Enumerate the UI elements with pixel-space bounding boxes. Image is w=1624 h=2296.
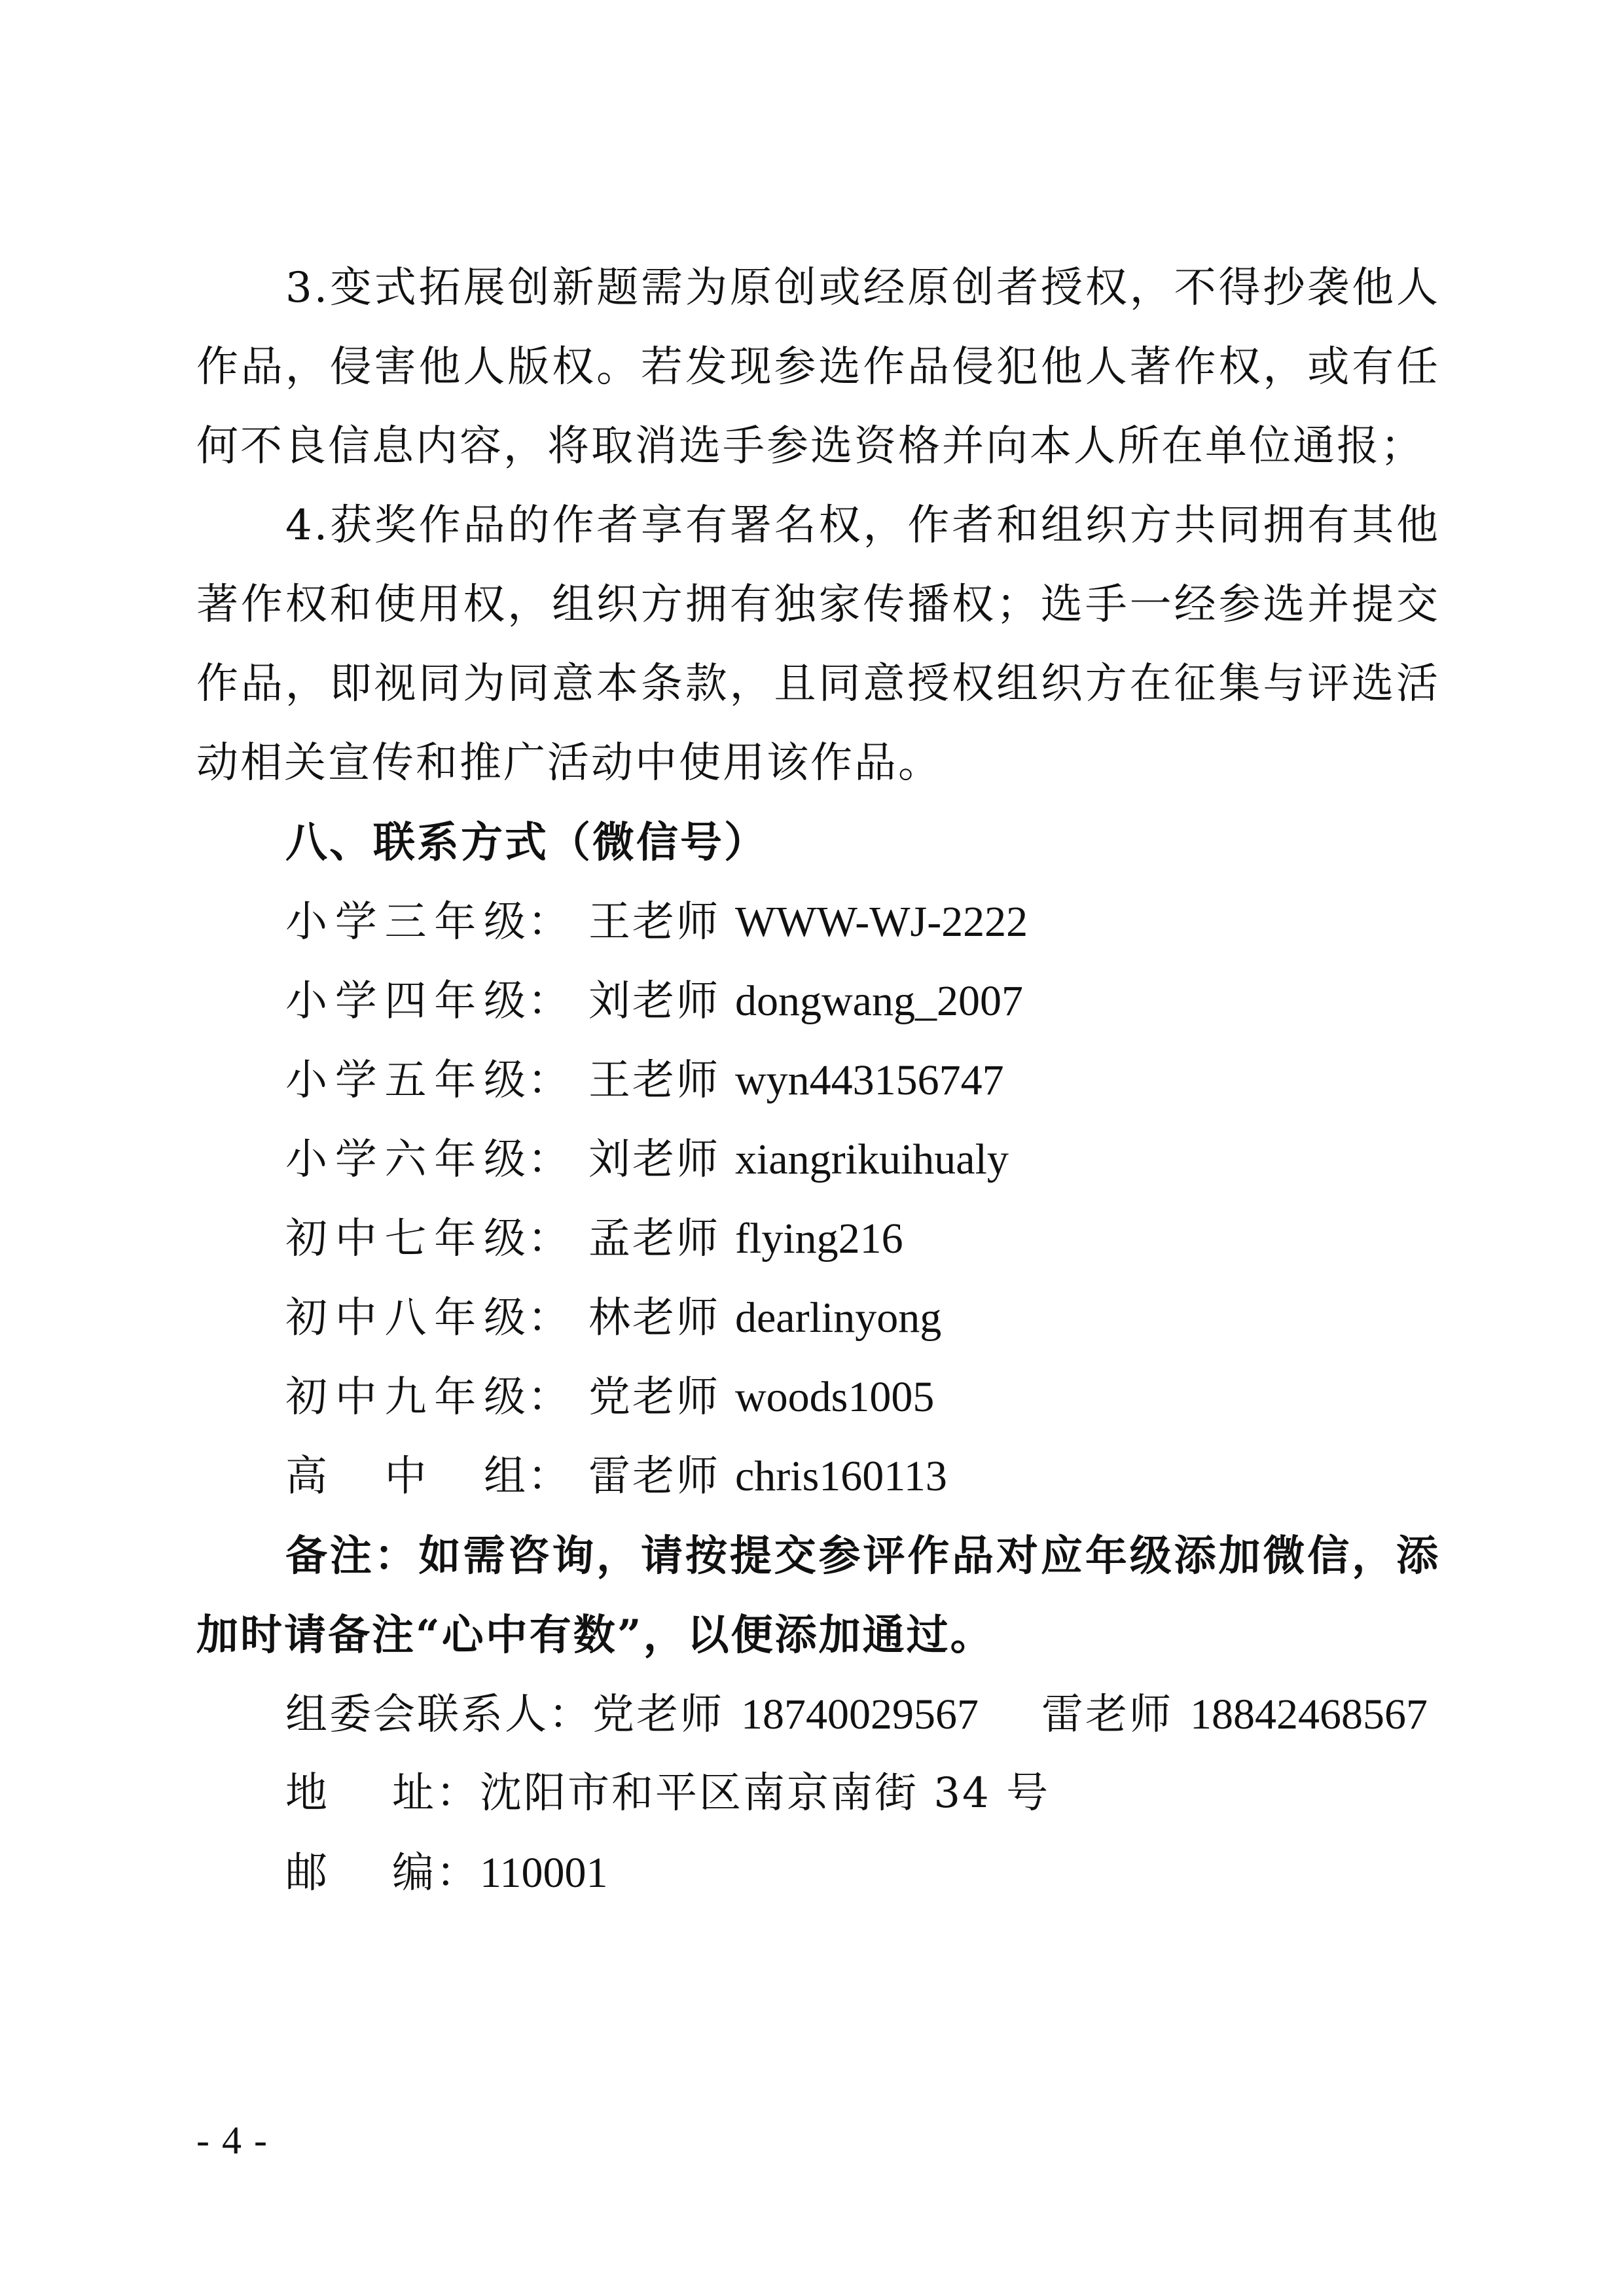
committee-person-2: 雷老师 [1041, 1691, 1173, 1739]
contact-grade: 小学五年级 [285, 1056, 528, 1105]
contact-colon: ： [528, 898, 571, 946]
contact-row [285, 961, 1028, 1041]
contact-teacher: 刘老师 [588, 1136, 720, 1184]
contact-teacher: 雷老师 [588, 1452, 720, 1501]
contact-row [285, 1357, 1028, 1437]
contact-colon: ： [528, 977, 571, 1026]
contact-row [285, 1041, 1028, 1120]
contact-grade: 初中九年级 [285, 1373, 528, 1422]
contact-row [285, 882, 1028, 961]
address-label: 地址 [285, 1769, 436, 1818]
postcode-row [285, 1833, 608, 1913]
committee-label: 组委会联系人： [285, 1691, 592, 1739]
contact-colon: ： [528, 1215, 571, 1263]
contact-wechat-id: flying216 [735, 1215, 903, 1263]
contact-teacher: 孟老师 [588, 1215, 720, 1263]
contact-teacher: 党老师 [588, 1373, 720, 1422]
paragraph-originality-clause: 3.变式拓展创新题需为原创或经原创者授权，不得抄袭他人作品，侵害他人版权。若发现参选作品侵犯他人著作权，或有任何不良信息内容，将取消选手参选资格并向本人所在单位通报； [196, 264, 1440, 471]
contact-row [285, 1437, 1028, 1516]
contact-wechat-id: dearlinyong [735, 1294, 942, 1342]
consultation-note: 备注：如需咨询，请按提交参评作品对应年级添加微信，添加时请备注“心中有数”，以便添加通过。 [196, 1532, 1440, 1660]
contact-wechat-id: xiangrikuihualy [735, 1136, 1009, 1183]
postcode-label: 邮编 [285, 1849, 436, 1897]
contact-row [285, 1278, 1028, 1357]
committee-phone-1: 18740029567 [741, 1691, 979, 1738]
contact-grade: 初中八年级 [285, 1294, 528, 1342]
contact-wechat-id: chris160113 [735, 1452, 947, 1500]
address-value: 沈阳市和平区南京南街 34 号 [480, 1769, 1051, 1818]
postcode-value: 110001 [480, 1849, 608, 1897]
contact-wechat-id: wyn443156747 [735, 1056, 1004, 1104]
contact-wechat-id: dongwang_2007 [735, 977, 1023, 1025]
contact-grade: 高中组 [285, 1452, 528, 1501]
paragraph-copyright-clause: 4.获奖作品的作者享有署名权，作者和组织方共同拥有其他著作权和使用权，组织方拥有独家传播权；选手一经参选并提交作品，即视同为同意本条款，且同意授权组织方在征集与评选活动相关宣传和推广活动中使用该作品。 [196, 501, 1440, 787]
contact-teacher: 王老师 [588, 898, 720, 946]
contact-colon: ： [528, 1294, 571, 1342]
page-number: - 4 - [196, 2119, 268, 2162]
contact-teacher: 王老师 [588, 1056, 720, 1105]
contact-grade: 小学四年级 [285, 977, 528, 1026]
contact-grade: 初中七年级 [285, 1215, 528, 1263]
contact-colon: ： [528, 1056, 571, 1105]
contact-colon: ： [528, 1136, 571, 1184]
contact-row [285, 1120, 1028, 1199]
contact-wechat-id: woods1005 [735, 1373, 935, 1421]
contact-grade: 小学三年级 [285, 898, 528, 946]
address-colon: ： [436, 1769, 480, 1818]
committee-person-1: 党老师 [592, 1691, 724, 1739]
committee-phone-2: 18842468567 [1190, 1691, 1428, 1738]
postcode-colon: ： [436, 1849, 480, 1897]
contact-teacher: 林老师 [588, 1294, 720, 1342]
section-heading-contact: 八、联系方式（微信号） [285, 818, 768, 867]
contact-wechat-id: WWW-WJ-2222 [735, 898, 1028, 946]
contact-grade: 小学六年级 [285, 1136, 528, 1184]
contact-colon: ： [528, 1452, 571, 1501]
contact-teacher: 刘老师 [588, 977, 720, 1026]
committee-contact-row [285, 1675, 1428, 1755]
address-row [285, 1754, 1050, 1833]
contact-list [285, 882, 1028, 1516]
contact-colon: ： [528, 1373, 571, 1422]
contact-row [285, 1199, 1028, 1278]
